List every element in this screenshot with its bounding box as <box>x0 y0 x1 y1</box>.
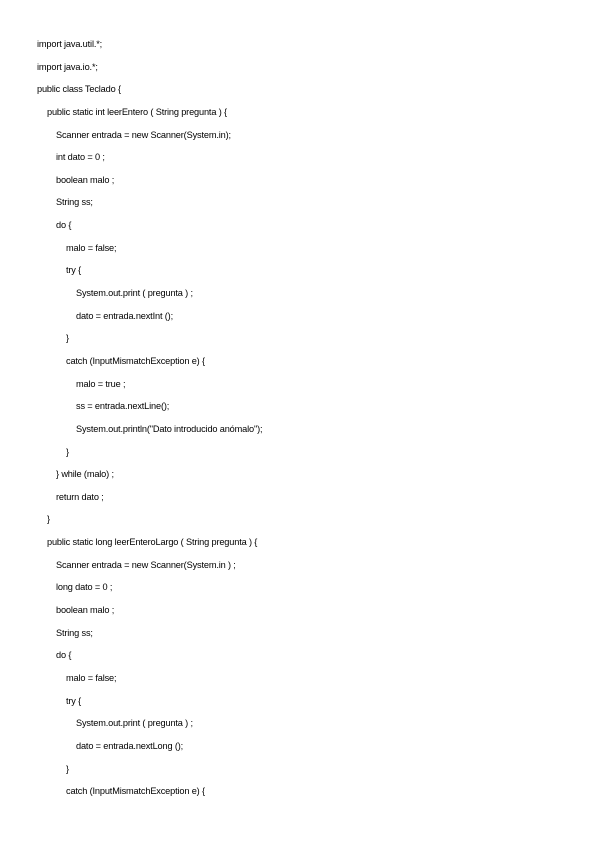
code-line: long dato = 0 ; <box>56 582 113 593</box>
code-line: dato = entrada.nextInt (); <box>76 310 173 321</box>
code-line: String ss; <box>56 197 93 208</box>
code-line: } while (malo) ; <box>56 469 114 480</box>
code-line-import-io: import java.io.*; <box>37 61 98 72</box>
code-line: ss = entrada.nextLine(); <box>76 401 170 412</box>
code-line: catch (InputMismatchException e) { <box>66 355 205 366</box>
code-line: do { <box>56 220 72 231</box>
code-line: Scanner entrada = new Scanner(System.in); <box>56 129 231 140</box>
code-line: dato = entrada.nextLong (); <box>76 740 184 751</box>
code-line: System.out.println("Dato introducido anómalo"); <box>76 423 263 434</box>
code-line: } <box>47 514 50 525</box>
code-line-class-declaration: public class Teclado { <box>37 84 121 95</box>
code-line-method-leer-entero-largo: public static long leerEnteroLargo ( String pregunta ) { <box>47 537 258 548</box>
code-line: System.out.print ( pregunta ) ; <box>76 288 193 299</box>
code-line: } <box>66 446 69 457</box>
code-line: } <box>66 763 69 774</box>
code-line-method-leer-entero: public static int leerEntero ( String pregunta ) { <box>47 106 227 117</box>
code-line: malo = false; <box>66 242 117 253</box>
code-line: boolean malo ; <box>56 174 115 185</box>
code-line: String ss; <box>56 627 93 638</box>
code-line: try { <box>66 695 82 706</box>
code-line: boolean malo ; <box>56 605 115 616</box>
code-line: malo = false; <box>66 672 117 683</box>
code-line-import-util: import java.util.*; <box>37 39 103 49</box>
code-listing <box>37 36 262 806</box>
code-line: malo = true ; <box>76 378 126 389</box>
code-line: do { <box>56 650 72 661</box>
code-line: try { <box>66 265 82 276</box>
code-line: int dato = 0 ; <box>56 152 105 163</box>
code-line: catch (InputMismatchException e) { <box>66 786 205 797</box>
code-line: } <box>66 333 69 344</box>
code-line: return dato ; <box>56 491 104 502</box>
code-line: Scanner entrada = new Scanner(System.in ) ; <box>56 559 236 570</box>
code-line: System.out.print ( pregunta ) ; <box>76 718 193 729</box>
